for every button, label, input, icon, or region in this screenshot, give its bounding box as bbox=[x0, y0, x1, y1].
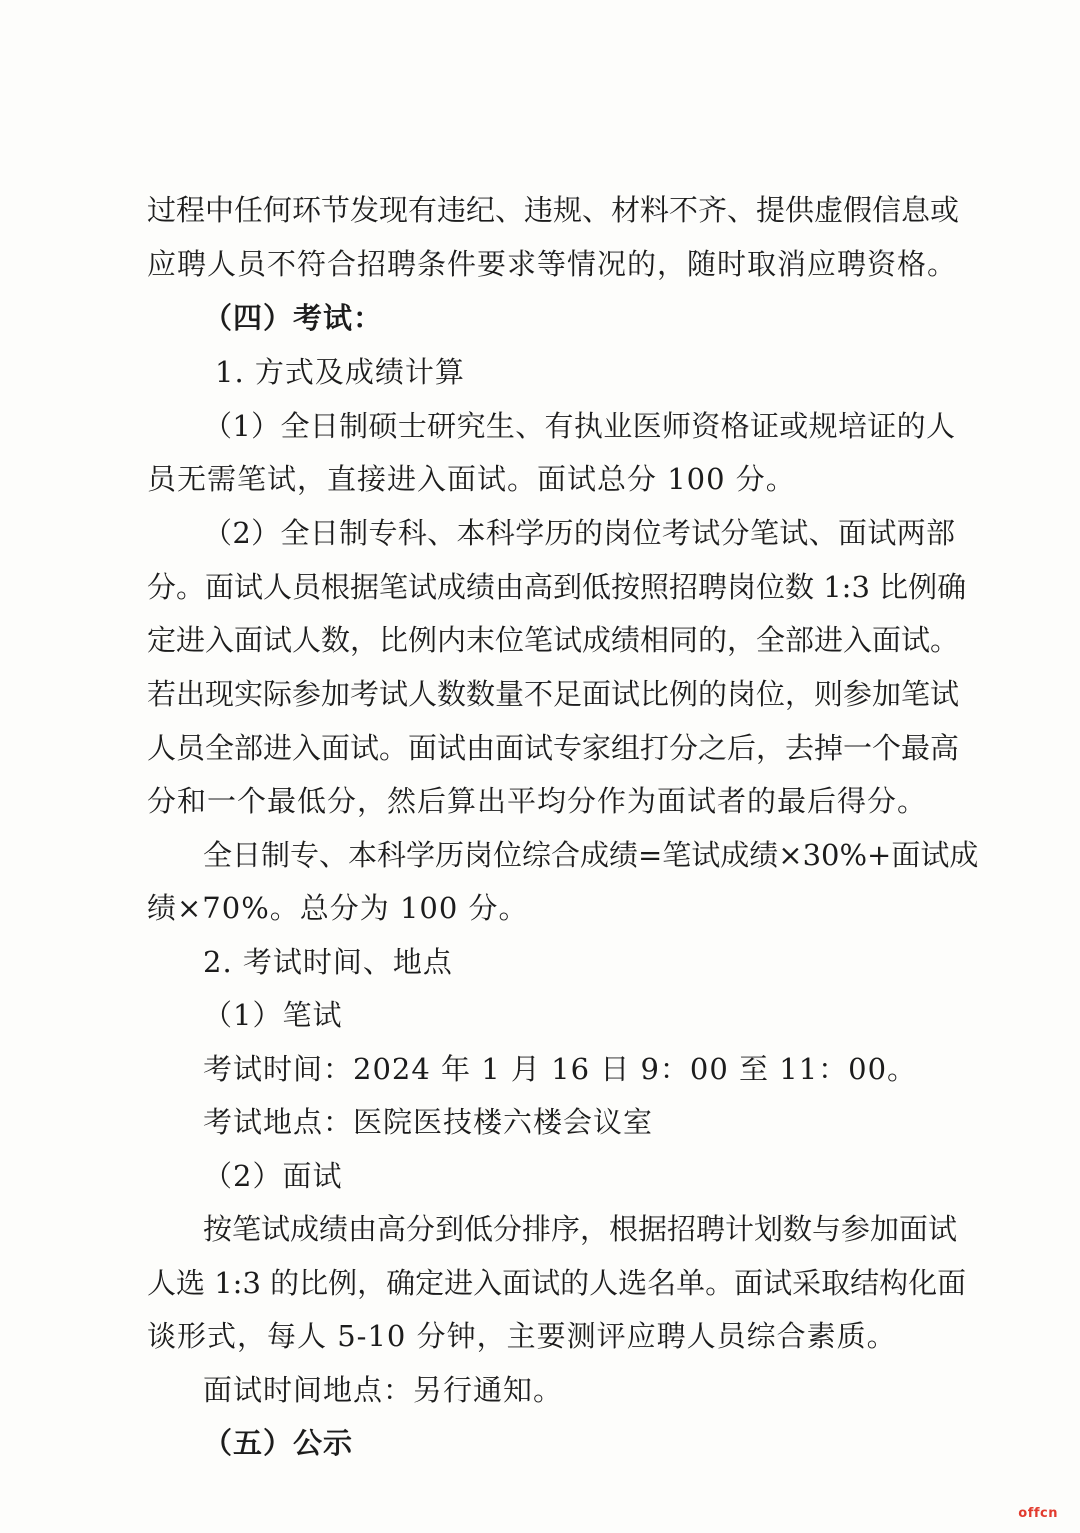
subsection-heading: 1. 方式及成绩计算 bbox=[215, 355, 465, 389]
paragraph-line: 人选 1:3 的比例，确定进入面试的人选名单。面试采取结构化面 bbox=[147, 1266, 967, 1300]
item-heading: （1）笔试 bbox=[203, 998, 343, 1032]
section-heading: （四）考试： bbox=[203, 301, 384, 335]
paragraph-line: 谈形式，每人 5-10 分钟，主要测评应聘人员综合素质。 bbox=[147, 1319, 897, 1353]
paragraph-line: 全日制专、本科学历岗位综合成绩=笔试成绩×30%+面试成 bbox=[203, 838, 979, 872]
exam-location-line: 考试地点：医院医技楼六楼会议室 bbox=[203, 1105, 654, 1139]
paragraph-line: 应聘人员不符合招聘条件要求等情况的，随时取消应聘资格。 bbox=[147, 247, 958, 281]
watermark-logo: offcn bbox=[1018, 1506, 1058, 1521]
paragraph-line: 若出现实际参加考试人数数量不足面试比例的岗位，则参加笔试 bbox=[147, 677, 960, 711]
paragraph-line: （2）全日制专科、本科学历的岗位考试分笔试、面试两部 bbox=[203, 516, 955, 550]
item-heading: （2）面试 bbox=[203, 1159, 343, 1193]
paragraph-line: 分。面试人员根据笔试成绩由高到低按照招聘岗位数 1:3 比例确 bbox=[147, 570, 967, 604]
paragraph-line: （1）全日制硕士研究生、有执业医师资格证或规培证的人 bbox=[203, 409, 955, 443]
subsection-heading: 2. 考试时间、地点 bbox=[203, 945, 453, 979]
paragraph-line: 分和一个最低分，然后算出平均分作为面试者的最后得分。 bbox=[147, 784, 928, 818]
paragraph-line: 绩×70%。总分为 100 分。 bbox=[147, 891, 529, 925]
paragraph-line: 过程中任何环节发现有违纪、违规、材料不齐、提供虚假信息或 bbox=[147, 193, 960, 227]
section-heading: （五）公示 bbox=[203, 1426, 354, 1460]
paragraph-line: 人员全部进入面试。面试由面试专家组打分之后，去掉一个最高 bbox=[147, 731, 960, 765]
interview-notice-line: 面试时间地点：另行通知。 bbox=[203, 1373, 564, 1407]
paragraph-line: 按笔试成绩由高分到低分排序，根据招聘计划数与参加面试 bbox=[203, 1212, 958, 1246]
paragraph-line: 员无需笔试，直接进入面试。面试总分 100 分。 bbox=[147, 462, 796, 496]
exam-time-line: 考试时间：2024 年 1 月 16 日 9：00 至 11：00。 bbox=[203, 1052, 918, 1086]
paragraph-line: 定进入面试人数，比例内末位笔试成绩相同的，全部进入面试。 bbox=[147, 623, 960, 657]
